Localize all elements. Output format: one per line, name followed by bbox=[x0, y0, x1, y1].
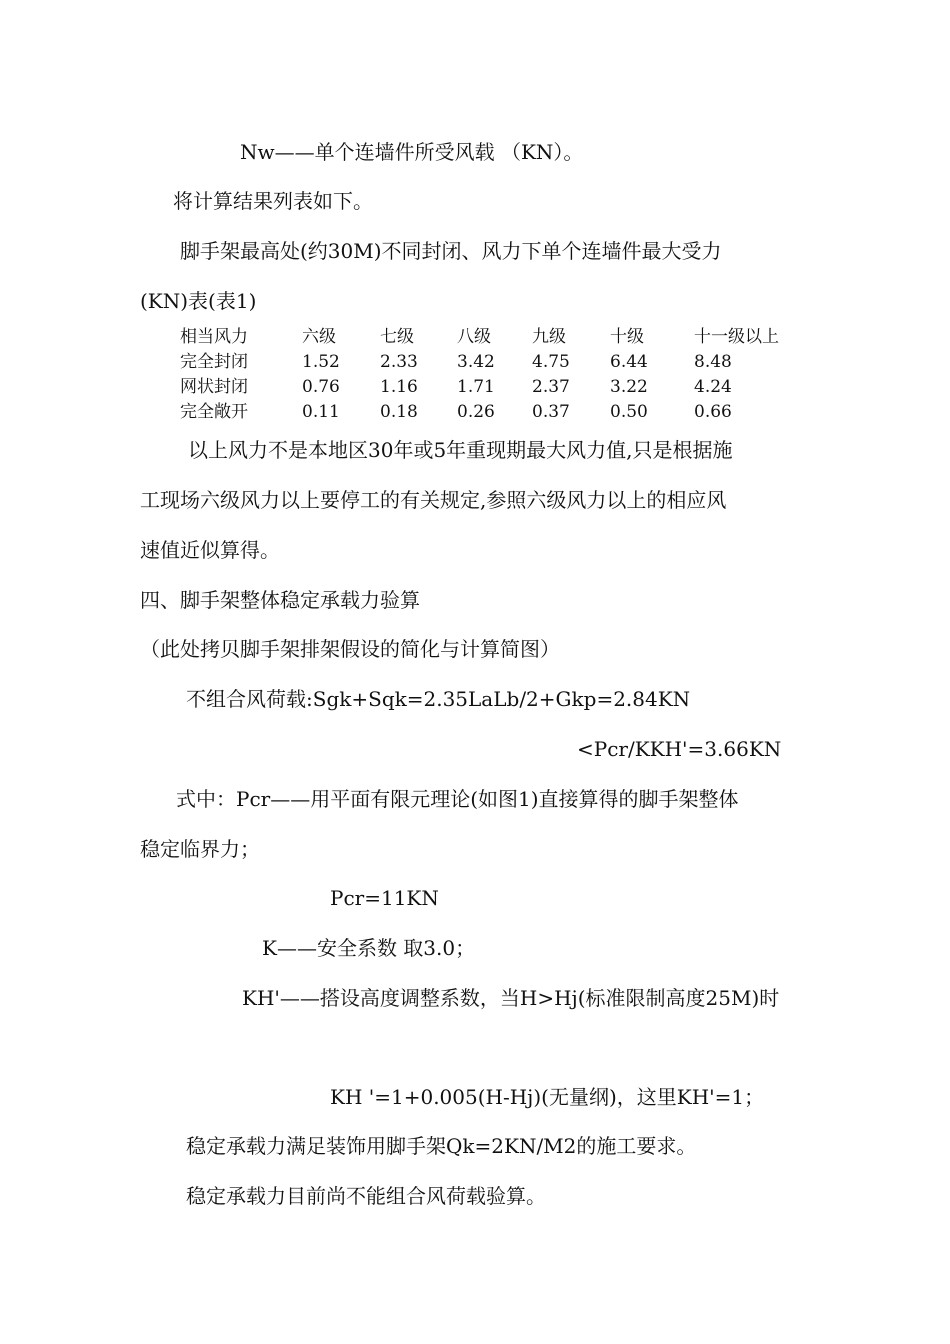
pcr-definition-line-2: 稳定临界力； bbox=[140, 837, 260, 861]
table-header-cell: 十一级以上 bbox=[694, 327, 779, 347]
conclusion-line-2: 稳定承载力目前尚不能组合风荷载验算。 bbox=[186, 1184, 546, 1208]
table-cell: 0.50 bbox=[610, 402, 648, 422]
copy-note: （此处拷贝脚手架排架假设的简化与计算简图） bbox=[140, 637, 560, 661]
table-header-cell: 十级 bbox=[610, 327, 644, 347]
kh-formula: KH '=1+0.005(H-Hj)(无量纲)，这里KH'=1； bbox=[330, 1085, 765, 1109]
pcr-value: Pcr=11KN bbox=[330, 886, 439, 910]
table-cell: 完全敞开 bbox=[180, 402, 248, 422]
table-cell: 2.37 bbox=[532, 377, 570, 397]
table-header-cell: 八级 bbox=[457, 327, 491, 347]
kh-definition: KH'——搭设高度调整系数，当H>Hj(标准限制高度25M)时 bbox=[242, 986, 780, 1010]
note-line-1: 以上风力不是本地区30年或5年重现期最大风力值,只是根据施 bbox=[188, 438, 733, 462]
section-heading: 四、脚手架整体稳定承载力验算 bbox=[140, 588, 420, 612]
table-cell: 0.37 bbox=[532, 402, 570, 422]
table-cell: 0.76 bbox=[302, 377, 340, 397]
table-cell: 3.42 bbox=[457, 352, 495, 372]
table-cell: 3.22 bbox=[610, 377, 648, 397]
pcr-definition-line-1: 式中：Pcr——用平面有限元理论(如图1)直接算得的脚手架整体 bbox=[176, 787, 739, 811]
conclusion-line-1: 稳定承载力满足装饰用脚手架Qk=2KN/M2的施工要求。 bbox=[186, 1134, 697, 1158]
limit-formula: <Pcr/KKH'=3.66KN bbox=[577, 737, 782, 761]
table-title-line-2: (KN)表(表1) bbox=[140, 289, 257, 313]
table-cell: 4.75 bbox=[532, 352, 570, 372]
table-row bbox=[180, 350, 814, 375]
table-cell: 完全封闭 bbox=[180, 352, 248, 372]
wind-force-table bbox=[180, 325, 814, 425]
table-cell: 0.11 bbox=[302, 402, 340, 422]
table-cell: 4.24 bbox=[694, 377, 732, 397]
table-title-line-1: 脚手架最高处(约30M)不同封闭、风力下单个连墙件最大受力 bbox=[180, 239, 722, 263]
table-header-cell: 六级 bbox=[302, 327, 336, 347]
table-cell: 网状封闭 bbox=[180, 377, 248, 397]
nw-definition: Nw——单个连墙件所受风载 （KN）。 bbox=[240, 140, 584, 164]
table-cell: 1.52 bbox=[302, 352, 340, 372]
table-header-cell: 七级 bbox=[380, 327, 414, 347]
load-formula: 不组合风荷载:Sgk+Sqk=2.35LaLb/2+Gkp=2.84KN bbox=[186, 687, 691, 711]
table-cell: 2.33 bbox=[380, 352, 418, 372]
intro-paragraph: 将计算结果列表如下。 bbox=[173, 189, 373, 213]
table-header-row bbox=[180, 325, 814, 350]
table-header-cell: 相当风力 bbox=[180, 327, 248, 347]
k-definition: K——安全系数 取3.0； bbox=[262, 936, 476, 960]
note-line-3: 速值近似算得。 bbox=[140, 538, 280, 562]
table-cell: 0.26 bbox=[457, 402, 495, 422]
note-line-2: 工现场六级风力以上要停工的有关规定,参照六级风力以上的相应风 bbox=[140, 488, 727, 512]
table-row bbox=[180, 375, 814, 400]
table-row bbox=[180, 400, 814, 425]
table-cell: 6.44 bbox=[610, 352, 648, 372]
table-cell: 8.48 bbox=[694, 352, 732, 372]
table-cell: 0.66 bbox=[694, 402, 732, 422]
table-cell: 0.18 bbox=[380, 402, 418, 422]
table-cell: 1.71 bbox=[457, 377, 495, 397]
table-cell: 1.16 bbox=[380, 377, 418, 397]
table-header-cell: 九级 bbox=[532, 327, 566, 347]
